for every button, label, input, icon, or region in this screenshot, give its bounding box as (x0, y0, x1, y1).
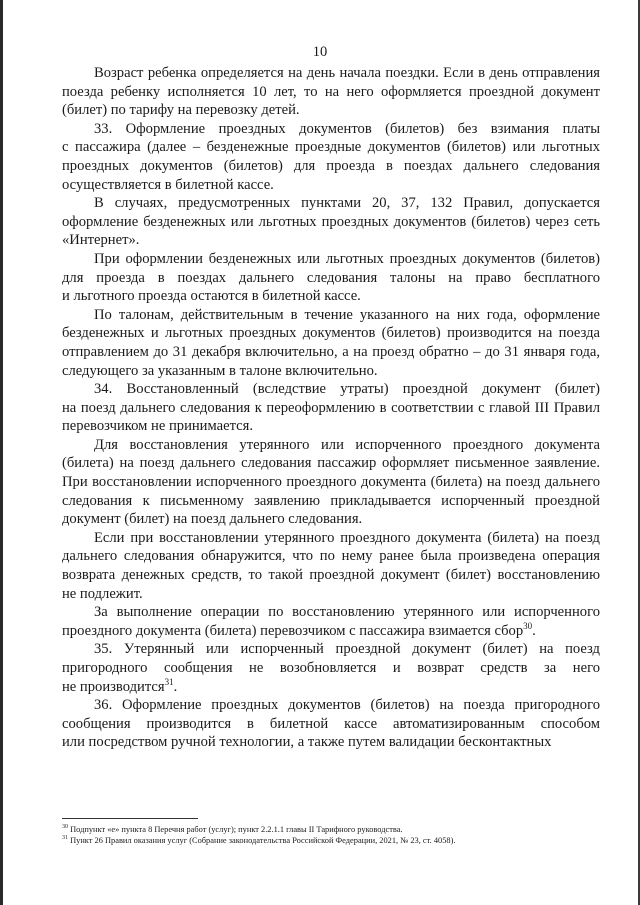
text-line: следования к письменному заявлению прикладывается испорченный проездной (62, 492, 600, 509)
paragraph (62, 194, 600, 250)
paragraph (62, 380, 600, 436)
text-line: оформление безденежных или льготных проездных документов (билетов) через сеть (62, 213, 600, 230)
footnotes (62, 824, 602, 846)
text-line: Возраст ребенка определяется на день начала поездки. Если в день отправления (94, 65, 600, 81)
text-line: 36. Оформление проездных документов (билетов) на поезда пригородного (94, 697, 600, 714)
text-line: Если при восстановлении утерянного проездного документа (билета) на поезд (94, 529, 600, 546)
paragraph (62, 603, 600, 640)
paragraph (62, 250, 600, 306)
text-line: (билета) на поезд дальнего следования пассажир оформляет письменное заявление. (62, 455, 600, 472)
paragraph (62, 640, 600, 696)
text-line: проездных документов (билетов) для проезда в поездах дальнего следования (62, 157, 600, 174)
paragraph (62, 696, 600, 752)
paragraph (62, 436, 600, 529)
text-line: следующего за указанным в талоне включительно. (62, 362, 378, 379)
text-line: «Интернет». (62, 232, 140, 249)
text-line: Для восстановления утерянного или испорченного проездного документа (94, 436, 600, 453)
footnote-text: Пункт 26 Правил оказания услуг (Собрание законодательства Российской Федерации, 2021, № 23, ст. 4058). (68, 836, 456, 845)
sentence-end: . (173, 678, 178, 695)
text-line: отправлением до 31 декабря включительно, а на проезд обратно – до 31 января года, (62, 343, 600, 360)
paragraph (62, 529, 600, 603)
text-line: При оформлении безденежных или льготных проездных документов (билетов) (94, 250, 600, 267)
text-line: (билет) по тарифу на перевозку детей. (62, 102, 300, 119)
text-line: пригородного сообщения не возобновляется и возврат средств за него (62, 660, 600, 676)
text-line: 33. Оформление проездных документов (билетов) без взимания платы (94, 120, 600, 137)
footnote-separator (62, 818, 198, 819)
paragraph (62, 120, 600, 194)
text-line: для проезда в поездах дальнего следования талоны на право бесплатного (62, 269, 600, 286)
text-line: возврата денежных средств, то такой проездной документ (билет) восстановлению (62, 567, 600, 584)
footnote-number: 31 (62, 835, 68, 842)
footnote-reference[interactable]: 30 (523, 621, 533, 631)
footnote-item (62, 835, 602, 846)
text-line: 34. Восстановленный (вследствие утраты) проездной документ (билет) (94, 381, 600, 398)
text-line: 35. Утерянный или испорченный проездной документ (билет) на поезд (94, 641, 600, 658)
page-number: 10 (312, 44, 328, 60)
paragraph (62, 64, 600, 120)
text-line: не производится$^{31}$. (62, 677, 178, 695)
footnote-reference[interactable]: 31 (164, 677, 174, 687)
text-line: не подлежит. (62, 585, 143, 602)
text-line: дальнего следования обнаружится, что по нему ранее была произведена операция (62, 548, 600, 565)
text-line: сообщения производится в билетной кассе автоматизированным способом (62, 715, 600, 732)
text-line: и льготного проезда остаются в билетной кассе. (62, 288, 361, 305)
footnote-item (62, 824, 602, 835)
text-line: В случаях, предусмотренных пунктами 20, 37, 132 Правил, допускается (94, 195, 600, 212)
text-line: на поезд дальнего следования к переоформлению в соответствии с главой III Правил (62, 399, 600, 416)
text-line: осуществляется в билетной кассе. (62, 176, 274, 193)
document-body (62, 64, 600, 752)
text-line: поезда ребенку исполняется 10 лет, то на него оформляется проездной документ (62, 83, 600, 100)
footnote-number: 30 (62, 824, 68, 831)
scan-edge-left (0, 0, 3, 905)
text-line: За выполнение операции по восстановлению утерянного или испорченного (94, 604, 600, 621)
text-line: безденежных и льготных проездных документов (билетов) производится на поезда (62, 325, 600, 342)
text-line: или посредством ручной технологии, а также путем валидации бесконтактных (62, 734, 552, 751)
footnote-text: Подпункт «е» пункта 8 Перечня работ (услуг); пункт 2.2.1.1 главы II Тарифного руководства. (68, 825, 403, 834)
text-line: По талонам, действительным в течение указанного на них года, оформление (94, 306, 600, 323)
text-line: При восстановлении испорченного проездного документа (билета) на поезд дальнего (62, 474, 600, 491)
text-line: проездного документа (билета) перевозчиком с пассажира взимается сбор$^{30}$. (62, 621, 536, 639)
paragraph (62, 306, 600, 380)
text-line: перевозчиком не принимается. (62, 418, 253, 435)
text-line: документ (билет) на поезд дальнего следования. (62, 511, 363, 528)
sentence-end: . (532, 622, 536, 639)
text-line: с пассажира (далее – безденежные проездные документов (билетов) или льготных (62, 139, 600, 156)
